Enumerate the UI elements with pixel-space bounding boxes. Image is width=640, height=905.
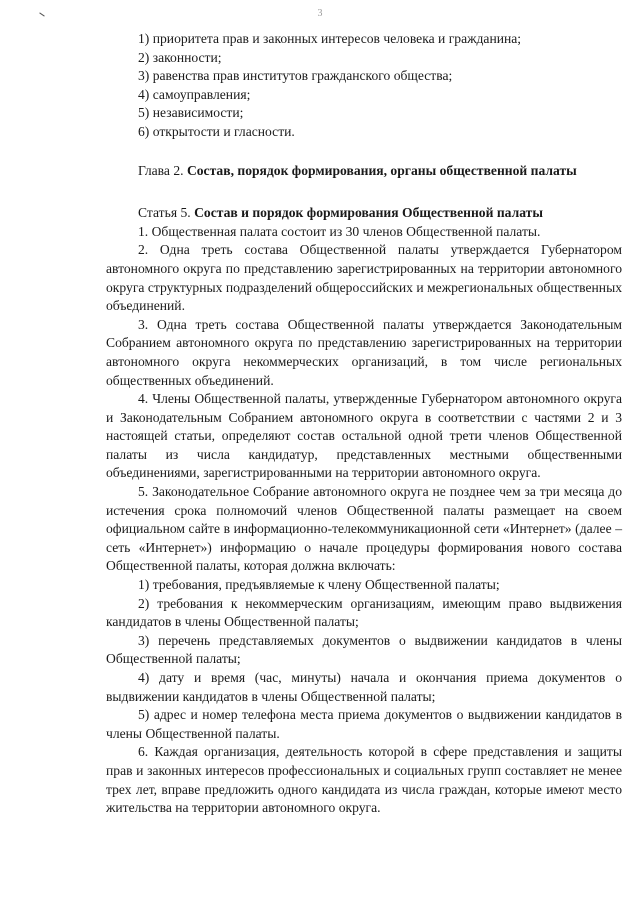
article-paragraph: 5. Законодательное Собрание автономного округа не позднее чем за три месяца до истечения срока полномочий членов Общественной палаты размещает на своем официальном сайте в информационно-телекоммуникационной сети «Интернет» (далее – сеть «Интернет») информацию о начале процедуры формирования нового состава Общественной палаты, которая должна включать:	[106, 484, 622, 574]
article-subitem: 5) адрес и номер телефона места приема документов о выдвижении кандидатов в члены Общественной палаты.	[106, 707, 622, 741]
chapter-title: Состав, порядок формирования, органы общественной палаты	[186, 162, 577, 178]
article-subitem: 2) требования к некоммерческим организациям, имеющим право выдвижения кандидатов в члены Общественной палаты;	[106, 595, 622, 630]
article-paragraph: 3. Одна треть состава Общественной палаты утверждается Законодательным Собранием автономного округа по представлению зарегистрированных на территории автономного округа некоммерческих организаций, в том числе региональных общественных объединений.	[106, 316, 622, 388]
article-paragraph: 4. Члены Общественной палаты, утвержденные Губернатором автономного округа и Законодательным Собранием автономного округа в соответствии с частями 2 и 3 настоящей статьи, определяют состав остальной одной трети членов Общественной палаты из числа кандидатур, представленных местными общественными объединениями, зарегистрированными на территории автономного округа.	[106, 391, 622, 481]
article-subitem: 4) дату и время (час, минуты) начала и окончания приема документов о выдвижении кандидатов в члены Общественной палаты;	[106, 670, 622, 704]
chapter-heading	[106, 162, 622, 181]
principle-item: 6) открытости и гласности.	[138, 123, 295, 139]
principle-item: 4) самоуправления;	[138, 86, 251, 102]
principle-item: 1) приоритета прав и законных интересов человека и гражданина;	[138, 31, 522, 46]
principle-item: 5) независимости;	[138, 105, 244, 121]
article-paragraph: 1. Общественная палата состоит из 30 членов Общественной палаты.	[138, 223, 541, 239]
article-paragraph: 2. Одна треть состава Общественной палаты утверждается Губернатором автономного округа по представлению зарегистрированных на территории автономного округа структурных подразделений общероссийских и межрегиональных общественных объединений.	[106, 242, 622, 314]
page-number: 3	[317, 8, 323, 19]
article-title: Состав и порядок формирования Общественной палаты	[194, 205, 543, 221]
chapter-number: Глава 2.	[138, 162, 184, 178]
principle-item: 3) равенства прав институтов гражданского общества;	[138, 68, 453, 84]
article-subitem: 3) перечень представляемых документов о выдвижении кандидатов в члены Общественной палаты;	[106, 632, 622, 667]
principle-item: 2) законности;	[138, 49, 222, 65]
document-body	[106, 30, 622, 818]
article-heading	[106, 204, 622, 223]
article-subitem: 1) требования, предъявляемые к члену Общественной палаты;	[138, 577, 500, 593]
article-paragraph: 6. Каждая организация, деятельность которой в сфере представления и защиты прав и законных интересов профессиональных и социальных групп составляет не менее трех лет, вправе предложить одного кандидата из числа граждан, которые имеют место жительства на территории автономного округа.	[106, 744, 622, 816]
article-number: Статья 5.	[138, 205, 191, 221]
